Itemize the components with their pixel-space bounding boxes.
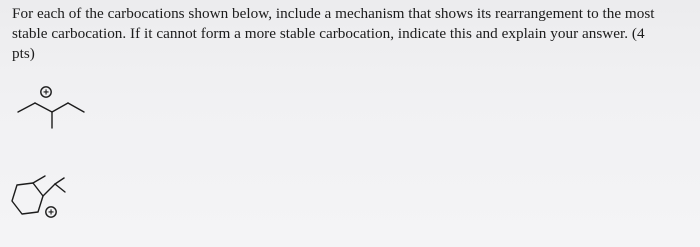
question-line-2: stable carbocation. If it cannot form a more stable carbocation, indicate this and explain your answer. (4: [12, 25, 645, 42]
carbocation-structure-2: [8, 174, 78, 226]
bond: [52, 103, 68, 112]
positive-charge-symbol: +: [48, 207, 54, 219]
bond: [55, 178, 64, 184]
bond: [43, 184, 55, 196]
question-line-1: For each of the carbocations shown below, include a mechanism that shows its rearrangement to the most: [12, 5, 655, 22]
carbocation-structure-1-drawing: [14, 84, 104, 132]
bond: [33, 176, 45, 183]
carbocation-structure-1: [14, 84, 104, 132]
question-text: [12, 4, 694, 64]
positive-charge-symbol: +: [43, 87, 49, 99]
question-line-3: pts): [12, 45, 35, 62]
cyclohexane-ring: [12, 183, 43, 214]
bond: [68, 103, 84, 112]
bond: [35, 103, 52, 112]
bond: [55, 184, 65, 192]
bond: [18, 103, 35, 112]
carbocation-structure-2-drawing: [8, 174, 78, 226]
